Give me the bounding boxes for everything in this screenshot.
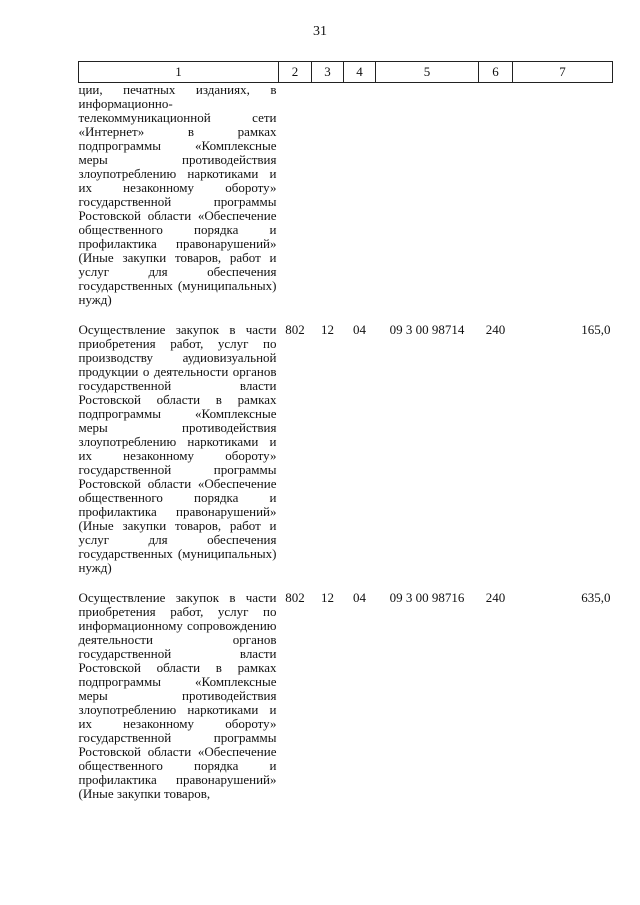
row-description: Осуществление закупок в части приобретения работ, услуг по производству аудиовизуальной продукции о деятельности органов государственной власти Ростовской области в рамках подпрограммы «Комплексные меры противодействия злоупотреблению наркотиками и их незаконному обороту» государственной программы Ростовской области «Обеспечение общественного порядка и профилактика правонарушений» (Иные закупки товаров, работ и услуг для обеспечения государственных (муниципальных) нужд) <box>78 322 277 575</box>
row-expense-type: 240 <box>485 590 506 605</box>
header-col-5: 5 <box>376 62 479 83</box>
header-col-7: 7 <box>513 62 613 83</box>
header-col-2: 2 <box>279 62 312 83</box>
table-row <box>79 323 613 575</box>
row-section-code: 12 <box>321 590 334 605</box>
row-section-code: 12 <box>321 322 334 337</box>
row-ministry-code: 802 <box>285 322 305 337</box>
page-number: 31 <box>313 24 327 39</box>
row-amount <box>513 83 613 308</box>
header-row <box>79 62 613 83</box>
row-target-article <box>376 83 479 308</box>
row-description: ции, печатных изданиях, в информационно-телекоммуникационной сети «Интернет» в рамках подпрограммы «Комплексные меры противодействия злоупотреблению наркотиками и их незаконному обороту» государственной программы Ростовской области «Обеспечение общественного порядка и профилактика правонарушений» (Иные закупки товаров, работ и услуг для обеспечения государственных (муниципальных) нужд) <box>78 82 277 307</box>
row-target-article: 09 3 00 98716 <box>389 590 465 605</box>
table-row <box>79 83 613 308</box>
header-col-6: 6 <box>479 62 513 83</box>
row-expense-type: 240 <box>485 322 506 337</box>
table-row <box>79 591 613 801</box>
row-subsection-code <box>344 83 376 308</box>
row-ministry-code <box>279 83 312 308</box>
row-target-article: 09 3 00 98714 <box>389 322 465 337</box>
row-description: Осуществление закупок в части приобретения работ, услуг по информационному сопровождению деятельности органов государственной власти Ростовской области в рамках подпрограммы «Комплексные меры противодействия злоупотреблению наркотиками и их незаконному обороту» государственной программы Ростовской области «Обеспечение общественного порядка и профилактика правонарушений» (Иные закупки товаров, <box>78 590 277 801</box>
row-subsection-code: 04 <box>353 322 366 337</box>
row-subsection-code: 04 <box>353 590 366 605</box>
row-section-code <box>312 83 344 308</box>
row-amount: 165,0 <box>581 322 611 337</box>
header-col-4: 4 <box>344 62 376 83</box>
header-col-3: 3 <box>312 62 344 83</box>
header-col-1: 1 <box>79 62 279 83</box>
row-expense-type <box>479 83 513 308</box>
row-ministry-code: 802 <box>285 590 305 605</box>
row-amount: 635,0 <box>581 590 611 605</box>
budget-table <box>78 61 613 801</box>
